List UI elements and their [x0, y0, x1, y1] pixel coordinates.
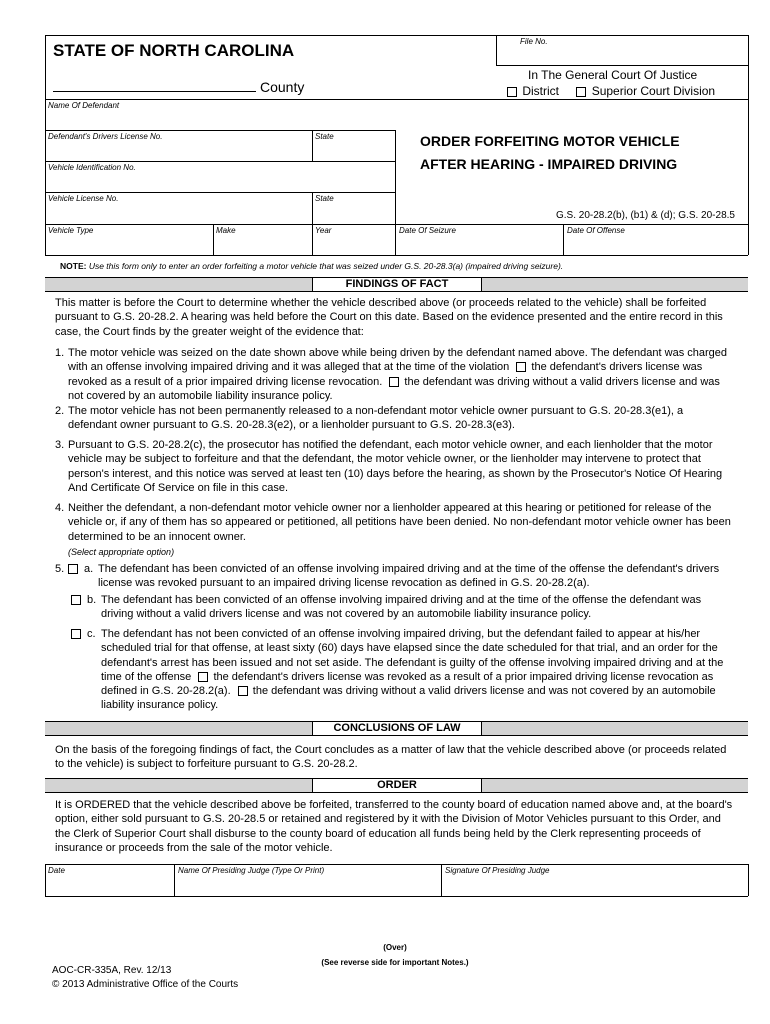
- judge-name-field[interactable]: Name Of Presiding Judge (Type Or Print): [178, 866, 325, 875]
- court-title: In The General Court Of Justice: [528, 68, 698, 82]
- finding-2-text: The motor vehicle has not been permanently released to a non-defendant motor vehicle owner pursuant to G.S. 20-28.3(e1), a defendant owner pursuant to G.S. 20-28.3(e2), or a lienholder pursuant to G.S. 20-28.3(e3).: [68, 405, 684, 432]
- finding-5b-text: The defendant has been convicted of an offense involving impaired driving and at the time of the offense the defendant was driving without a valid drivers license and was not covered by an automobile liability insurance policy.: [101, 594, 702, 621]
- finding-3: 3. Pursuant to G.S. 20-28.2(c), the prosecutor has notified the defendant, each motor vehicle owner, and each lienholder that the motor vehicle may be subject to forfeiture and that the defendant, the motor vehicle owner, or the lienholder may intervene to protect that person's interest, and this notice was served at least ten (10) days before the hearing, as shown by the Prosecutor's Notice Of Hearing And Certificate Of Service on file in this case.: [55, 438, 735, 495]
- superior-label: Superior Court Division: [591, 84, 716, 98]
- findings-heading: FINDINGS OF FACT: [312, 278, 482, 291]
- finding-4-text: Neither the defendant, a non-defendant motor vehicle owner nor a lienholder appeared at this hearing or petitioned for release of the vehicle or, if any of them has so appeared or petitioned, all petitions have been denied. No non-defendant motor vehicle owner has been determined to be an innocent owner.: [68, 502, 731, 543]
- superior-checkbox[interactable]: [576, 87, 586, 97]
- county-field[interactable]: [53, 91, 256, 92]
- county-label: County: [260, 79, 305, 95]
- over-label: (Over): [383, 943, 407, 952]
- order-text: It is ORDERED that the vehicle described above be forfeited, transferred to the county board of education named above and, at the board's option, either sold pursuant to G.S. 20-28.5 or retained and registered by it with the Division of Motor Vehicles pursuant to this Order, and the Clerk of Superior Court shall disburse to the county board of education all funds being held by the Clerk representing proceeds of insurance or proceeds from the sale of the motor vehicle.: [55, 799, 733, 854]
- note-label: NOTE:: [60, 261, 87, 271]
- note-text: Use this form only to enter an order forfeiting a motor vehicle that was seized under G.S. 20-28.3(a) (impaired driving seizure).: [88, 261, 564, 271]
- state-field-2[interactable]: State: [315, 194, 334, 203]
- finding-5a-checkbox[interactable]: [68, 564, 78, 574]
- finding-5a-text: The defendant has been convicted of an offense involving impaired driving and at the time of the offense the defendant's drivers license was revoked pursuant to an impaired driving license revocation as defined in G.S. 20-28.2(a).: [98, 563, 720, 590]
- select-option-note: (Select appropriate option): [68, 547, 175, 557]
- state-title: STATE OF NORTH CAROLINA: [53, 41, 295, 60]
- vehicle-type-field[interactable]: Vehicle Type: [48, 226, 94, 235]
- finding-5b: b. The defendant has been convicted of an offense involving impaired driving and at the time of the offense the defendant was driving without a valid drivers license and was not covered by an automobile liability insurance policy.: [55, 593, 735, 622]
- make-field[interactable]: Make: [216, 226, 236, 235]
- finding-5c-revoked-text: the defendant's drivers license was revoked as a result of a prior impaired driving license revocation as defined in G.S. 20-28.2(a).: [101, 670, 714, 698]
- note: [60, 261, 563, 271]
- finding-5c: c. The defendant has not been convicted of an offense involving impaired driving, but the defendant failed to appear at his/her scheduled trial for that offense, at least sixty (60) days have elapsed since the date scheduled for that trial, and an order for the defendant's arrest has been issued and not set aside. The defendant is guilty of the offense involving impaired driving and at the time of the offense the defendant's drivers license was revoked as a result of a prior impaired driving license revocation as defined in G.S. 20-28.2(a). the defendant was driving without a valid drivers license and was not covered by an automobile liability insurance policy.: [55, 627, 735, 713]
- finding-1-text: The motor vehicle was seized on the date shown above while being driven by the defendant named above. The defendant was charged with an offense involving impaired driving and it was alleged that at the time of the violation: [68, 347, 728, 374]
- finding-1-revoked-text: the defendant's drivers license was revoked as a result of a prior impaired driving license revocation.: [68, 361, 703, 388]
- finding-5c-no-license-text: the defendant was driving without a valid drivers license and was not covered by an automobile liability insurance policy.: [101, 685, 716, 712]
- form-title-line1: ORDER FORFEITING MOTOR VEHICLE: [420, 133, 680, 149]
- finding-5a: 5. a. The defendant has been convicted of an offense involving impaired driving and at the time of the offense the defendant's drivers license was revoked pursuant to an impaired driving license revocation as defined in G.S. 20-28.2(a).: [55, 562, 735, 591]
- finding-1-revoked-checkbox[interactable]: [516, 362, 526, 372]
- finding-2: 2. The motor vehicle has not been permanently released to a non-defendant motor vehicle owner pursuant to G.S. 20-28.3(e1), a defendant owner pursuant to G.S. 20-28.3(e2), or a lienholder pursuant to G.S. 20-28.3(e3).: [55, 404, 735, 433]
- conclusions-text: On the basis of the foregoing findings of fact, the Court concludes as a matter of law that the vehicle described above (or proceeds related to the vehicle) is subject to forfeiture pursuant to G.S. 20-28.2.: [55, 744, 727, 771]
- year-field[interactable]: Year: [315, 226, 332, 235]
- vin-field[interactable]: Vehicle Identification No.: [48, 163, 136, 172]
- see-reverse-label: (See reverse side for important Notes.): [321, 958, 469, 967]
- order-heading: ORDER: [312, 779, 482, 792]
- state-field-1[interactable]: State: [315, 132, 334, 141]
- findings-intro: This matter is before the Court to determine whether the vehicle described above (or proceeds related to the vehicle) shall be forfeited pursuant to G.S. 20-28.2. A hearing was held before the Court on this date. Based on the evidence presented and the entire record in this case, the Court finds by the greater weight of the evidence that:: [55, 297, 723, 338]
- form-id: AOC-CR-335A, Rev. 12/13: [52, 965, 172, 976]
- finding-1: 1. The motor vehicle was seized on the date shown above while being driven by the defendant named above. The defendant was charged with an offense involving impaired driving and it was alleged that at the time of the violation the defendant's drivers license was revoked as a result of a prior impaired driving license revocation. the defendant was driving without a valid drivers license and was not covered by an automobile liability insurance policy.: [55, 347, 728, 402]
- vehicle-license-field[interactable]: Vehicle License No.: [48, 194, 119, 203]
- district-label: District: [522, 84, 560, 98]
- defendant-name-field[interactable]: Name Of Defendant: [48, 101, 120, 110]
- copyright: © 2013 Administrative Office of the Courts: [52, 979, 239, 990]
- date-field[interactable]: Date: [48, 866, 65, 875]
- finding-1-no-license-text: the defendant was driving without a valid drivers license and was not covered by an automobile liability insurance policy.: [68, 375, 720, 402]
- judge-signature-field[interactable]: Signature Of Presiding Judge: [445, 866, 550, 875]
- drivers-license-field[interactable]: Defendant's Drivers License No.: [48, 132, 163, 141]
- file-no-label: File No.: [520, 37, 548, 46]
- finding-1-no-license-checkbox[interactable]: [389, 377, 399, 387]
- finding-4: 4. Neither the defendant, a non-defendant motor vehicle owner nor a lienholder appeared at this hearing or petitioned for release of the vehicle or, if any of them has so appeared or petitioned, all petitions have been denied. No non-defendant motor vehicle owner has been determined to be an innocent owner.: [55, 501, 735, 544]
- finding-5c-no-license-checkbox[interactable]: [238, 686, 248, 696]
- finding-5c-checkbox[interactable]: [71, 629, 81, 639]
- form-title-line2: AFTER HEARING - IMPAIRED DRIVING: [420, 156, 678, 172]
- finding-3-text: Pursuant to G.S. 20-28.2(c), the prosecutor has notified the defendant, each motor vehicle owner, and each lienholder that the motor vehicle may be subject to forfeiture and that the defendant, the motor vehicle owner, or the lienholder may intervene to protect that person's interest, and this notice was served at least ten (10) days before the hearing, as shown by the Prosecutor's Notice Of Hearing And Certificate Of Service on file in this case.: [68, 439, 723, 494]
- district-checkbox[interactable]: [507, 87, 517, 97]
- finding-5b-checkbox[interactable]: [71, 595, 81, 605]
- finding-5c-text: The defendant has not been convicted of an offense involving impaired driving, but the defendant failed to appear at his/her scheduled trial for that offense, at least sixty (60) days have elapsed since the date scheduled for that trial, and an order for the defendant's arrest has been issued and not set aside. The defendant is guilty of the offense involving impaired driving and at the time of the offense: [101, 628, 724, 683]
- date-of-offense-field[interactable]: Date Of Offense: [567, 226, 625, 235]
- conclusions-heading: CONCLUSIONS OF LAW: [312, 722, 482, 735]
- statute-reference: G.S. 20-28.2(b), (b1) & (d); G.S. 20-28.5: [556, 210, 735, 221]
- date-of-seizure-field[interactable]: Date Of Seizure: [399, 226, 456, 235]
- finding-5c-revoked-checkbox[interactable]: [198, 672, 208, 682]
